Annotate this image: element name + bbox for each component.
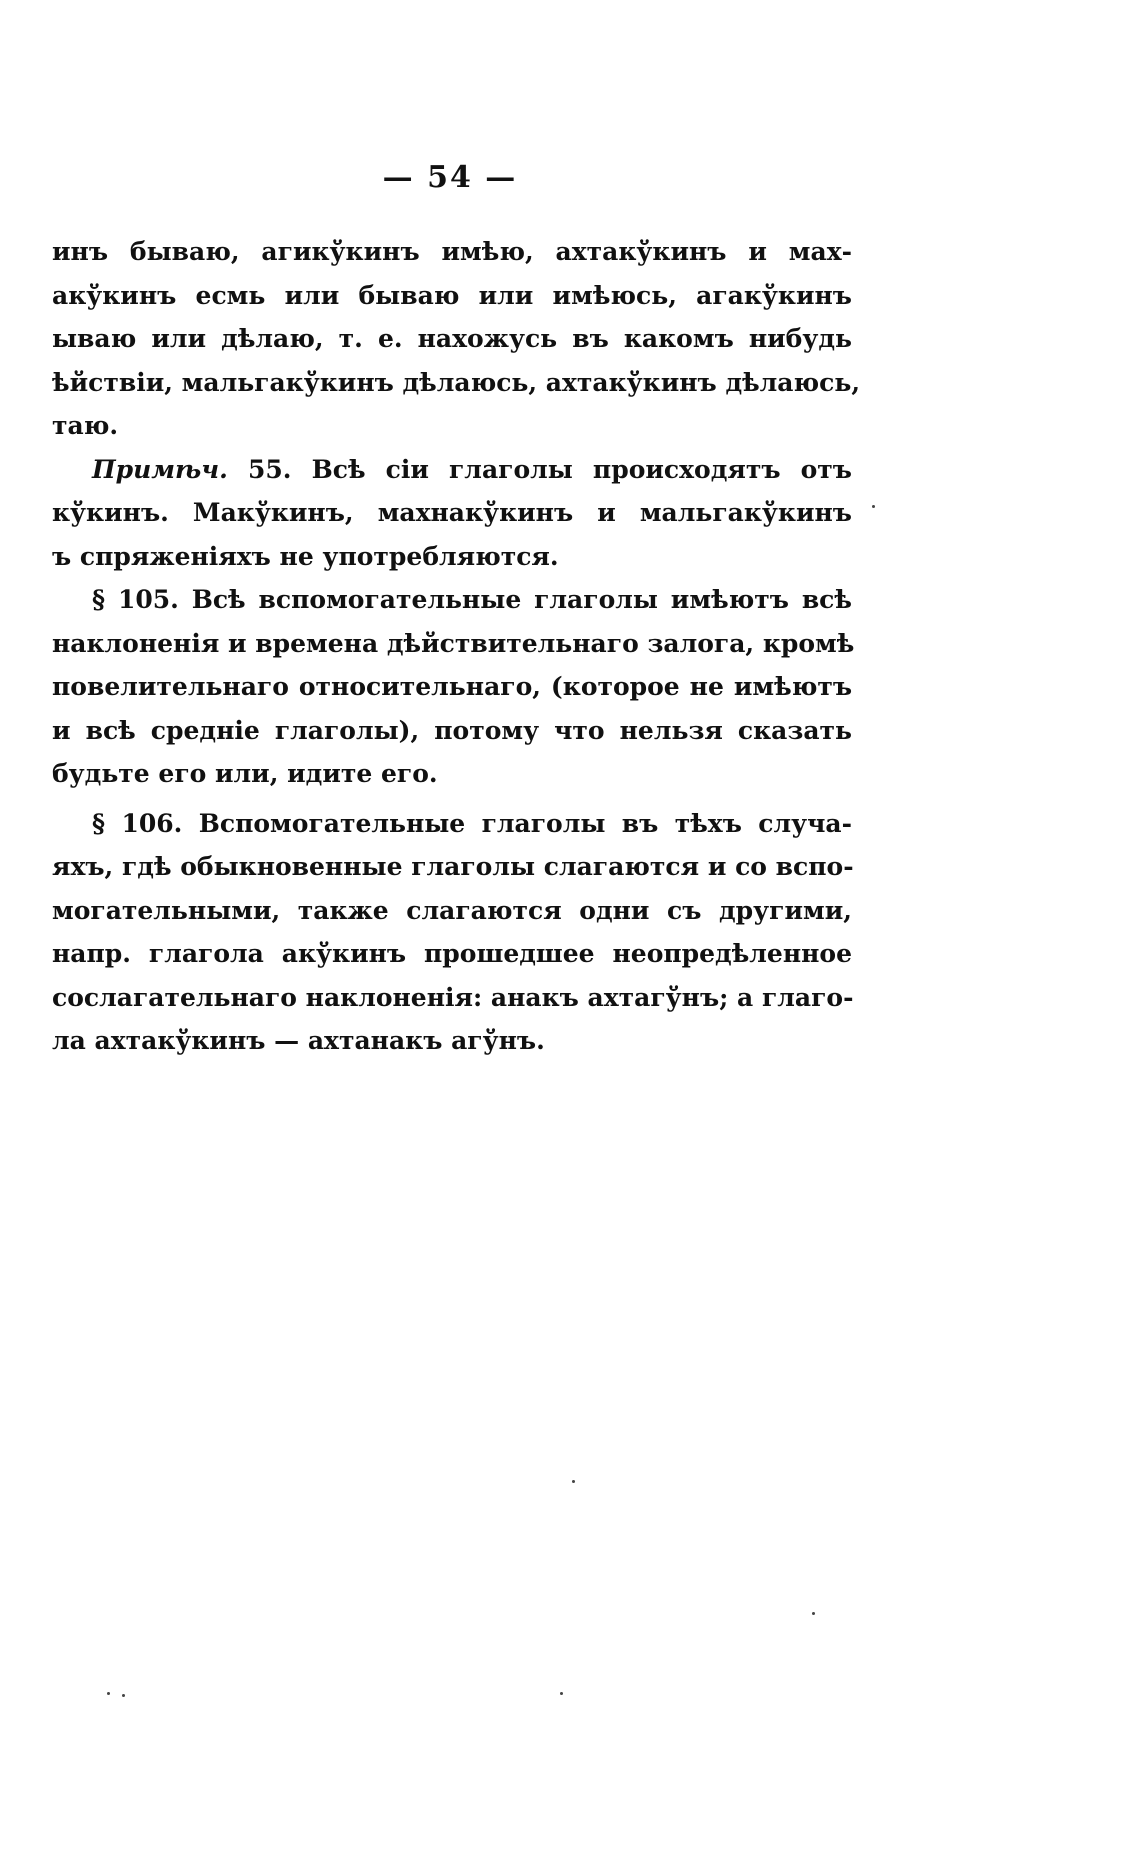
scan-speck	[812, 1612, 815, 1615]
text-line: могательными, также слагаются одни съ другими,	[52, 895, 852, 925]
text-line: ла ахтакўкинъ — ахтанакъ агўнъ.	[52, 1026, 545, 1055]
scan-speck	[572, 1480, 575, 1483]
text-line: ываю или дѣлаю, т. е. нахожусь въ какомъ нибудь	[52, 324, 852, 353]
text-line: ѣйствіи, мальгакўкинъ дѣлаюсь, ахтакўкинъ дѣлаюсь,	[52, 367, 861, 397]
note-label: Примѣч.	[92, 454, 228, 484]
paragraph-continuation	[52, 230, 861, 448]
text-line: кўкинъ. Макўкинъ, махнакўкинъ и мальгакўкинъ	[52, 498, 852, 527]
page-number: — 54 —	[382, 160, 518, 195]
text-line: повелительнаго относительнаго, (которое не имѣютъ	[52, 672, 852, 701]
text-line: и всѣ средніе глаголы), потому что нельзя сказать	[52, 715, 852, 745]
text-line: будьте его или, идите его.	[52, 759, 438, 788]
text-line: напр. глагола акўкинъ прошедшее неопредѣленное	[52, 939, 852, 968]
section-106-paragraph	[52, 802, 852, 1063]
scan-speck	[122, 1694, 125, 1697]
section-105-paragraph	[52, 578, 855, 796]
text-line: инъ бываю, агикўкинъ имѣю, ахтакўкинъ и мах-	[52, 237, 852, 266]
section-106-heading-line: § 106. Вспомогательные глаголы въ тѣхъ случа-	[92, 808, 852, 838]
note-first-line-text: 55. Всѣ сіи глаголы происходятъ отъ	[247, 454, 852, 484]
text-line: сослагательнаго наклоненія: анакъ ахтагўнъ; а глаго-	[52, 982, 854, 1012]
note-first-line	[52, 448, 852, 492]
text-line: ъ спряженіяхъ не употребляются.	[52, 541, 559, 571]
scan-speck	[872, 505, 875, 508]
scan-speck	[560, 1692, 563, 1695]
text-line: акўкинъ есмь или бываю или имѣюсь, агакўкинъ	[52, 280, 852, 310]
page-body	[52, 230, 861, 1063]
scan-speck	[107, 1692, 110, 1695]
note-paragraph	[52, 448, 852, 579]
text-line: яхъ, гдѣ обыкновенные глаголы слагаются и со вспо-	[52, 852, 854, 881]
text-line: наклоненія и времена дѣйствительнаго залога, кромѣ	[52, 628, 855, 658]
text-line: таю.	[52, 411, 119, 440]
section-105-heading-line: § 105. Всѣ вспомогательные глаголы имѣютъ всѣ	[92, 585, 852, 614]
